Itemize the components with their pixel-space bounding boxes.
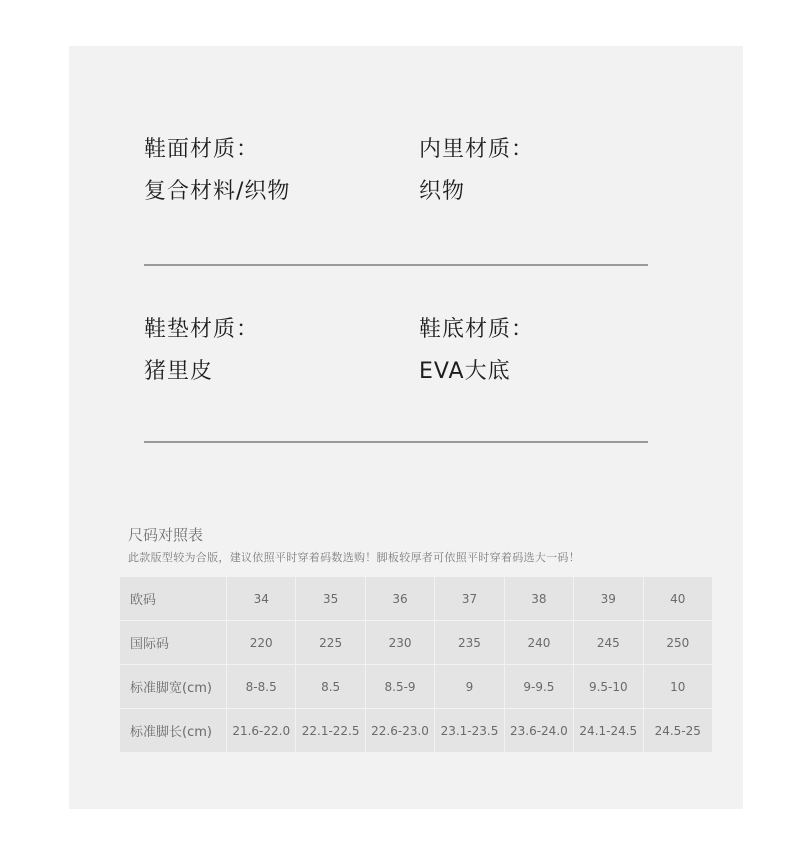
size-cell: 24.5-25 bbox=[644, 709, 712, 752]
sole-material-label: 鞋底材质： bbox=[419, 317, 535, 342]
size-cell: 10 bbox=[644, 665, 712, 708]
size-cell: 250 bbox=[644, 621, 712, 664]
size-cell: 35 bbox=[296, 577, 364, 620]
size-chart-row bbox=[120, 665, 712, 708]
size-cell: 37 bbox=[435, 577, 503, 620]
size-row-label: 标准脚宽(cm) bbox=[120, 665, 226, 708]
size-cell: 9 bbox=[435, 665, 503, 708]
size-cell: 225 bbox=[296, 621, 364, 664]
lining-material bbox=[419, 136, 534, 206]
divider bbox=[144, 264, 648, 266]
lining-material-label: 内里材质： bbox=[419, 137, 535, 162]
size-cell: 39 bbox=[574, 577, 642, 620]
size-cell: 235 bbox=[435, 621, 503, 664]
size-cell: 34 bbox=[227, 577, 295, 620]
insole-material-value: 猪里皮 bbox=[144, 359, 214, 384]
size-cell: 9-9.5 bbox=[505, 665, 573, 708]
size-cell: 8-8.5 bbox=[227, 665, 295, 708]
size-cell: 36 bbox=[366, 577, 434, 620]
size-cell: 230 bbox=[366, 621, 434, 664]
size-cell: 240 bbox=[505, 621, 573, 664]
size-cell: 24.1-24.5 bbox=[574, 709, 642, 752]
size-cell: 8.5 bbox=[296, 665, 364, 708]
size-cell: 23.6-24.0 bbox=[505, 709, 573, 752]
size-chart-row bbox=[120, 709, 712, 752]
size-cell: 38 bbox=[505, 577, 573, 620]
upper-material bbox=[144, 136, 290, 206]
upper-material-label: 鞋面材质： bbox=[144, 137, 260, 162]
size-cell: 22.6-23.0 bbox=[366, 709, 434, 752]
insole-material bbox=[144, 316, 259, 386]
size-cell: 23.1-23.5 bbox=[435, 709, 503, 752]
size-chart-title: 尺码对照表 bbox=[128, 526, 204, 544]
size-row-label: 标准脚长(cm) bbox=[120, 709, 226, 752]
insole-material-label: 鞋垫材质： bbox=[144, 317, 260, 342]
size-chart-note: 此款版型较为合版，建议依照平时穿着码数选购！脚板较厚者可依照平时穿着码选大一码！ bbox=[128, 551, 580, 564]
sole-material-value: EVA大底 bbox=[419, 359, 511, 384]
sole-material bbox=[419, 316, 534, 386]
size-cell: 220 bbox=[227, 621, 295, 664]
size-row-label: 欧码 bbox=[120, 577, 226, 620]
size-cell: 9.5-10 bbox=[574, 665, 642, 708]
size-chart-row bbox=[120, 621, 712, 664]
size-cell: 40 bbox=[644, 577, 712, 620]
size-chart-table bbox=[119, 576, 713, 753]
size-cell: 22.1-22.5 bbox=[296, 709, 364, 752]
size-row-label: 国际码 bbox=[120, 621, 226, 664]
size-chart-row bbox=[120, 577, 712, 620]
size-cell: 8.5-9 bbox=[366, 665, 434, 708]
size-cell: 21.6-22.0 bbox=[227, 709, 295, 752]
product-info-panel bbox=[69, 46, 743, 809]
lining-material-value: 织物 bbox=[419, 179, 466, 204]
upper-material-value: 复合材料/织物 bbox=[144, 179, 291, 204]
divider bbox=[144, 441, 648, 443]
size-cell: 245 bbox=[574, 621, 642, 664]
